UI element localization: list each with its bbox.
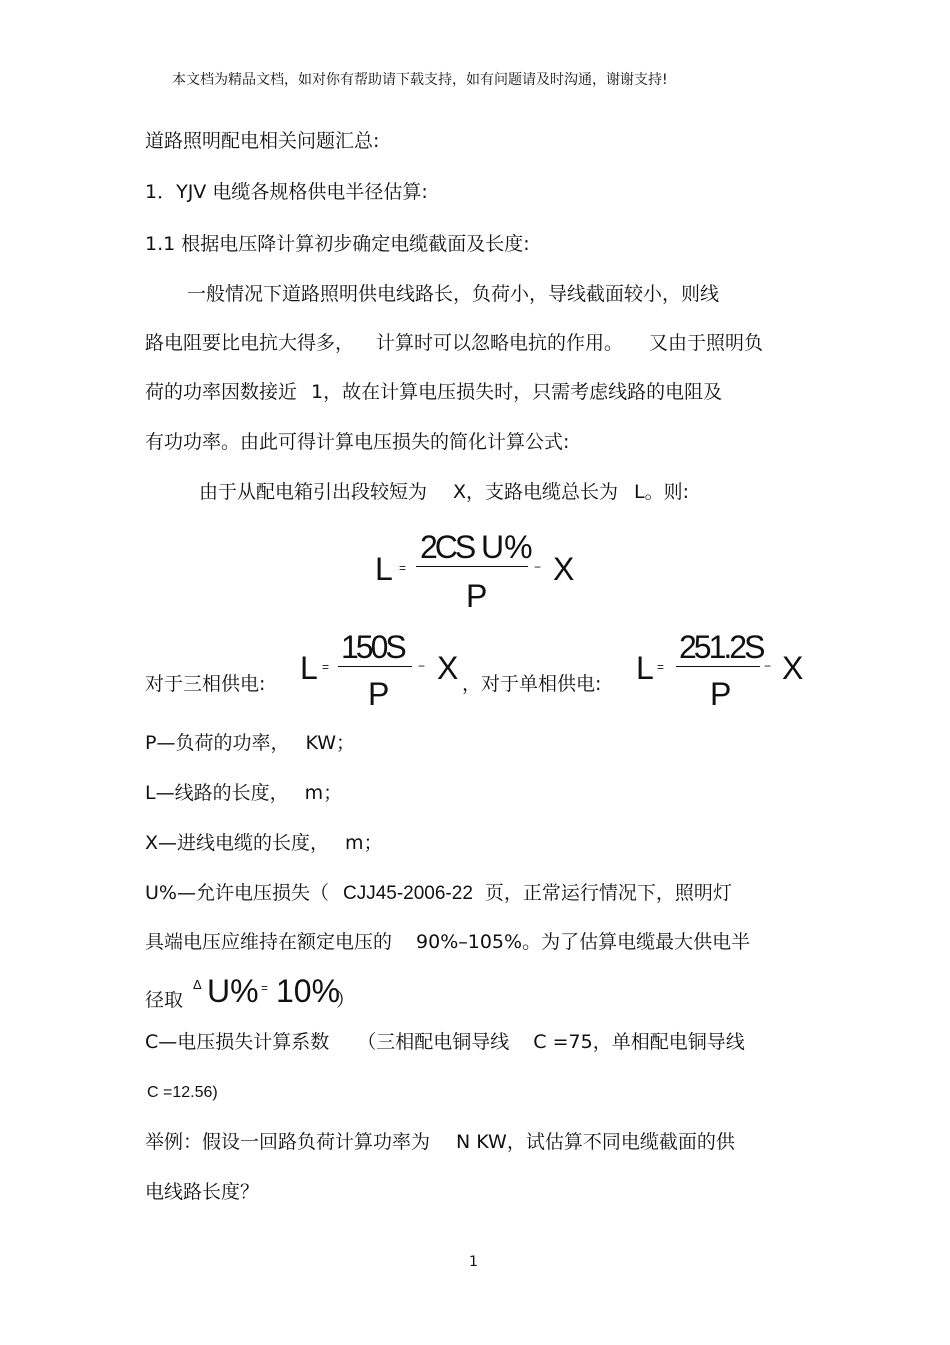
formula-x: X	[553, 551, 575, 587]
formula-minus: −	[418, 659, 426, 673]
variable-text: X—进线电缆的长度，	[145, 832, 330, 854]
close-bracket: ）	[336, 989, 356, 1011]
variable-x	[145, 831, 383, 855]
paragraph-line: 一般情况下道路照明供电线路长，负荷小，导线截面较小，则线	[187, 283, 720, 305]
paragraph-text: L。则:	[634, 481, 690, 503]
paragraph-text: 荷的功率因数接近	[145, 381, 298, 403]
variable-c-line-1	[145, 1030, 745, 1054]
variable-l	[145, 781, 342, 805]
variable-unit: KW；	[305, 732, 356, 754]
paragraph-line	[145, 380, 722, 404]
fraction-bar	[416, 566, 528, 567]
formula-numerator: 2CS	[420, 529, 474, 565]
document-title: 道路照明配电相关问题汇总:	[145, 130, 380, 152]
variable-unit: m；	[304, 782, 343, 804]
paragraph-text: 又由于照明负	[649, 332, 764, 354]
section-1-heading: 1．YJV 电缆各规格供电半径估算:	[145, 181, 428, 203]
formula-equals: =	[261, 981, 269, 995]
document-header-note: 本文档为精品文档，如对你有帮助请下载支持，如有问题请及时沟通，谢谢支持!	[172, 72, 668, 88]
formula-denominator: P	[466, 578, 488, 614]
formula-numerator: 150S	[341, 629, 404, 665]
formula-x: X	[437, 650, 459, 686]
variable-u-line-2	[145, 930, 750, 954]
voltage-loss-symbol: U%	[207, 973, 259, 1009]
section-1-1-heading: 1.1 根据电压降计算初步确定电缆截面及长度:	[145, 233, 530, 255]
formula-denominator: P	[368, 676, 390, 712]
formula-equals: =	[657, 660, 665, 674]
paragraph-line	[145, 331, 763, 355]
formula-minus: −	[534, 560, 542, 574]
formula-denominator: P	[710, 676, 732, 712]
formula-lhs: L	[375, 551, 393, 587]
paragraph-text: X，支路电缆总长为	[453, 481, 619, 503]
delta-symbol: Δ	[193, 977, 202, 992]
variable-text: U%—允许电压损失（	[145, 882, 329, 904]
variable-p	[145, 731, 355, 755]
example-text: N KW，试估算不同电缆截面的供	[456, 1131, 735, 1153]
variable-u-line-1	[145, 881, 732, 906]
single-phase-label: ，对于单相供电:	[462, 673, 602, 695]
example-line-2: 电线路长度？	[145, 1181, 260, 1203]
formula-x: X	[782, 650, 804, 686]
variable-text: C =75，单相配电铜导线	[533, 1031, 745, 1053]
formula-numerator: 251.2S	[679, 629, 763, 665]
variable-c-line-2: C =12.56)	[147, 1084, 218, 1101]
three-phase-label: 对于三相供电:	[145, 673, 266, 695]
variable-unit: m；	[345, 832, 383, 854]
paragraph-line	[199, 480, 689, 504]
formula-minus: −	[764, 659, 772, 673]
standard-reference: CJJ45-2006-22	[342, 883, 473, 904]
page-number: 1	[469, 1254, 478, 1270]
variable-text: （三相配电铜导线	[357, 1031, 510, 1053]
paragraph-text: 计算时可以忽略电抗的作用。	[376, 332, 624, 354]
paragraph-text: 1，故在计算电压损失时，只需考虑线路的电阻及	[311, 381, 723, 403]
formula-equals: =	[399, 561, 407, 575]
formula-lhs: L	[636, 650, 654, 686]
fraction-bar	[676, 666, 760, 667]
variable-text: 径取	[145, 989, 184, 1011]
paragraph-text: 路电阻要比电抗大得多，	[145, 332, 355, 354]
variable-text: 页，正常运行情况下，照明灯	[484, 882, 732, 904]
variable-text: C—电压损失计算系数	[145, 1031, 330, 1053]
example-text: 举例：假设一回路负荷计算功率为	[145, 1131, 431, 1153]
fraction-bar	[338, 666, 412, 667]
variable-text: L—线路的长度，	[145, 782, 289, 804]
formula-numerator-voltage: U%	[481, 529, 533, 565]
formula-lhs: L	[300, 650, 318, 686]
voltage-loss-value: 10%	[276, 973, 341, 1009]
formula-equals: =	[322, 660, 330, 674]
paragraph-text: 由于从配电箱引出段较短为	[199, 481, 428, 503]
variable-text: 具端电压应维持在额定电压的	[145, 931, 393, 953]
paragraph-line: 有功功率。由此可得计算电压损失的简化计算公式:	[145, 431, 570, 453]
variable-text: P—负荷的功率，	[145, 732, 290, 754]
variable-text: 90%–105%。为了估算电缆最大供电半	[416, 931, 751, 953]
example-line-1	[145, 1130, 735, 1154]
